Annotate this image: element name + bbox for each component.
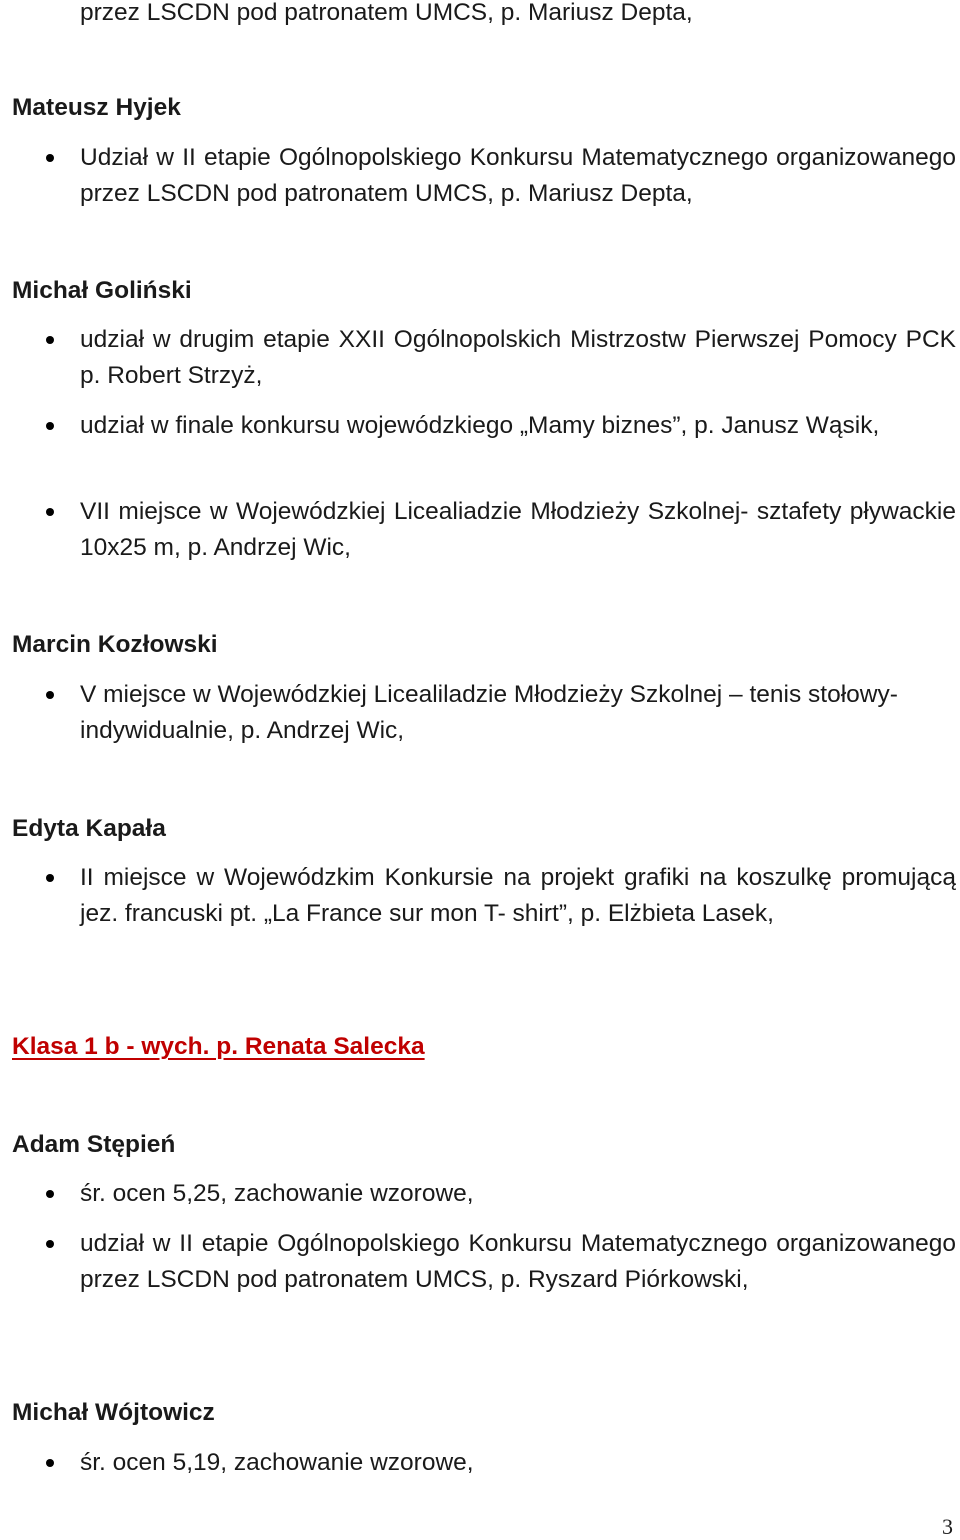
bullet-icon: [46, 508, 54, 516]
list-item: [80, 1226, 956, 1298]
bullet-icon: [46, 422, 54, 430]
list-item-text: śr. ocen 5,19, zachowanie wzorowe,: [80, 1449, 474, 1476]
bullet-icon: [46, 874, 54, 882]
list-item-text: VII miejsce w Wojewódzkiej Licealiadzie Młodzieży Szkolnej- sztafety pływackie 10x25 m, p. Andrzej Wic,: [80, 498, 956, 561]
list-item-text: śr. ocen 5,25, zachowanie wzorowe,: [80, 1180, 474, 1207]
list-item: [80, 1176, 956, 1212]
student-name: Adam Stępień: [12, 1131, 176, 1158]
carryover-text: przez LSCDN pod patronatem UMCS, p. Mariusz Depta,: [80, 0, 693, 26]
bullet-icon: [46, 154, 54, 162]
student-name: Edyta Kapała: [12, 815, 166, 842]
bullet-icon: [46, 691, 54, 699]
bullet-icon: [46, 336, 54, 344]
student-name: Michał Goliński: [12, 277, 192, 304]
list-item: [80, 494, 956, 566]
student-name: Michał Wójtowicz: [12, 1399, 215, 1426]
list-item: [80, 322, 956, 394]
list-item: [80, 1445, 956, 1481]
list-item: [80, 860, 956, 932]
list-item-text: udział w finale konkursu wojewódzkiego „Mamy biznes”, p. Janusz Wąsik,: [80, 412, 880, 439]
list-item-text: Udział w II etapie Ogólnopolskiego Konkursu Matematycznego organizowanego przez LSCDN pod patronatem UMCS, p. Mariusz Depta,: [80, 144, 956, 207]
class-heading: Klasa 1 b - wych. p. Renata Salecka: [12, 1033, 425, 1060]
bullet-icon: [46, 1190, 54, 1198]
student-name: Marcin Kozłowski: [12, 631, 218, 658]
bullet-icon: [46, 1459, 54, 1467]
list-item-text: V miejsce w Wojewódzkiej Licealiladzie Młodzieży Szkolnej – tenis stołowy- indywidualnie, p. Andrzej Wic,: [80, 681, 898, 744]
list-item: [80, 408, 956, 444]
list-item: [80, 677, 956, 749]
list-item-text: udział w drugim etapie XXII Ogólnopolskich Mistrzostw Pierwszej Pomocy PCK p. Robert Strzyż,: [80, 326, 956, 389]
list-item: [80, 140, 956, 212]
page-number: 3: [942, 1514, 953, 1539]
student-name: Mateusz Hyjek: [12, 94, 181, 121]
list-item-text: udział w II etapie Ogólnopolskiego Konkursu Matematycznego organizowanego przez LSCDN pod patronatem UMCS, p. Ryszard Piórkowski,: [80, 1230, 956, 1293]
bullet-icon: [46, 1240, 54, 1248]
list-item-text: II miejsce w Wojewódzkim Konkursie na projekt grafiki na koszulkę promującą jez. francuski pt. „La France sur mon T- shirt”, p. Elżbieta Lasek,: [80, 864, 956, 927]
